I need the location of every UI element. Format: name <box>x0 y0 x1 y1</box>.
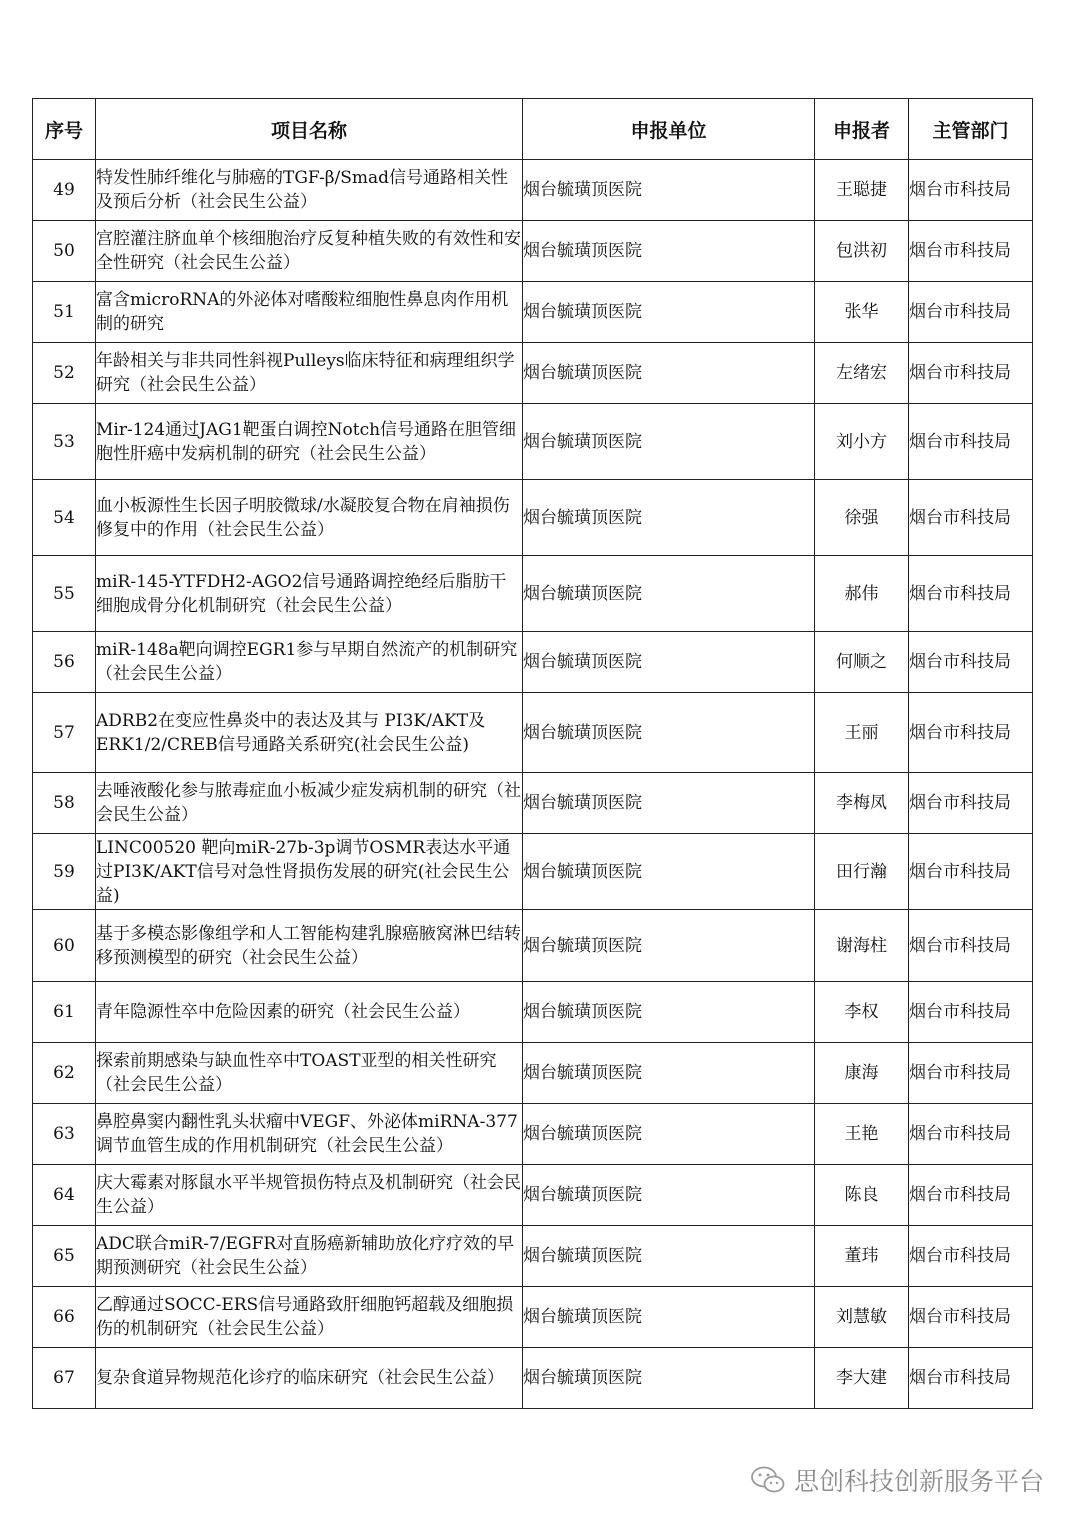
row-applicant: 何顺之 <box>815 632 909 693</box>
row-project-name: ADC联合miR-7/EGFR对直肠癌新辅助放化疗疗效的早期预测研究（社会民生公益） <box>96 1226 523 1287</box>
row-applicant: 田行瀚 <box>815 834 909 910</box>
row-applicant: 王聪捷 <box>815 160 909 221</box>
row-index: 63 <box>33 1104 96 1165</box>
row-index: 49 <box>33 160 96 221</box>
row-department: 烟台市科技局 <box>909 632 1033 693</box>
row-department: 烟台市科技局 <box>909 773 1033 834</box>
row-organization: 烟台毓璜顶医院 <box>523 404 815 480</box>
table-row <box>33 910 1033 982</box>
row-organization: 烟台毓璜顶医院 <box>523 221 815 282</box>
row-project-name: 血小板源性生长因子明胶微球/水凝胶复合物在肩袖损伤修复中的作用（社会民生公益） <box>96 480 523 556</box>
header-index: 序号 <box>33 99 96 160</box>
row-index: 65 <box>33 1226 96 1287</box>
table-row <box>33 1348 1033 1409</box>
row-applicant: 董玮 <box>815 1226 909 1287</box>
row-project-name: 庆大霉素对豚鼠水平半规管损伤特点及机制研究（社会民生公益） <box>96 1165 523 1226</box>
row-department: 烟台市科技局 <box>909 693 1033 773</box>
row-index: 62 <box>33 1043 96 1104</box>
table-row <box>33 343 1033 404</box>
table-body <box>33 160 1033 1409</box>
row-project-name: 特发性肺纤维化与肺癌的TGF-β/Smad信号通路相关性及预后分析（社会民生公益） <box>96 160 523 221</box>
row-index: 50 <box>33 221 96 282</box>
row-project-name: 富含microRNA的外泌体对嗜酸粒细胞性鼻息肉作用机制的研究 <box>96 282 523 343</box>
project-table <box>32 98 1033 1409</box>
row-organization: 烟台毓璜顶医院 <box>523 1287 815 1348</box>
row-project-name: 复杂食道异物规范化诊疗的临床研究（社会民生公益） <box>96 1348 523 1409</box>
watermark-text: 思创科技创新服务平台 <box>793 1467 1044 1496</box>
row-department: 烟台市科技局 <box>909 404 1033 480</box>
row-organization: 烟台毓璜顶医院 <box>523 632 815 693</box>
row-applicant: 王艳 <box>815 1104 909 1165</box>
row-organization: 烟台毓璜顶医院 <box>523 1165 815 1226</box>
row-project-name: 青年隐源性卒中危险因素的研究（社会民生公益） <box>96 982 523 1043</box>
header-organization: 申报单位 <box>523 99 815 160</box>
table-row <box>33 480 1033 556</box>
table-row <box>33 1287 1033 1348</box>
row-department: 烟台市科技局 <box>909 282 1033 343</box>
row-project-name: 探索前期感染与缺血性卒中TOAST亚型的相关性研究（社会民生公益） <box>96 1043 523 1104</box>
table-row <box>33 982 1033 1043</box>
row-applicant: 李梅凤 <box>815 773 909 834</box>
row-organization: 烟台毓璜顶医院 <box>523 556 815 632</box>
row-index: 51 <box>33 282 96 343</box>
row-applicant: 左绪宏 <box>815 343 909 404</box>
row-organization: 烟台毓璜顶医院 <box>523 160 815 221</box>
table-row <box>33 160 1033 221</box>
row-organization: 烟台毓璜顶医院 <box>523 910 815 982</box>
table-row <box>33 282 1033 343</box>
wechat-icon <box>750 1465 786 1495</box>
table-row <box>33 221 1033 282</box>
row-applicant: 李权 <box>815 982 909 1043</box>
table-row <box>33 1104 1033 1165</box>
row-project-name: LINC00520 靶向miR-27b-3p调节OSMR表达水平通过PI3K/AKT信号对急性肾损伤发展的研究(社会民生公益) <box>96 834 523 910</box>
row-applicant: 谢海柱 <box>815 910 909 982</box>
table-header-row <box>33 99 1033 160</box>
header-department: 主管部门 <box>909 99 1033 160</box>
table-row <box>33 556 1033 632</box>
row-organization: 烟台毓璜顶医院 <box>523 982 815 1043</box>
row-index: 58 <box>33 773 96 834</box>
row-index: 64 <box>33 1165 96 1226</box>
row-index: 54 <box>33 480 96 556</box>
row-applicant: 王丽 <box>815 693 909 773</box>
row-applicant: 康海 <box>815 1043 909 1104</box>
row-project-name: miR-145-YTFDH2-AGO2信号通路调控绝经后脂肪干细胞成骨分化机制研究（社会民生公益） <box>96 556 523 632</box>
row-index: 53 <box>33 404 96 480</box>
row-index: 61 <box>33 982 96 1043</box>
row-department: 烟台市科技局 <box>909 160 1033 221</box>
row-project-name: 去唾液酸化参与脓毒症血小板减少症发病机制的研究（社会民生公益） <box>96 773 523 834</box>
row-index: 59 <box>33 834 96 910</box>
row-organization: 烟台毓璜顶医院 <box>523 834 815 910</box>
watermark <box>750 1462 1044 1498</box>
row-applicant: 刘慧敏 <box>815 1287 909 1348</box>
table-row <box>33 1226 1033 1287</box>
row-organization: 烟台毓璜顶医院 <box>523 1348 815 1409</box>
row-project-name: 鼻腔鼻窦内翻性乳头状瘤中VEGF、外泌体miRNA-377调节血管生成的作用机制研究（社会民生公益） <box>96 1104 523 1165</box>
row-organization: 烟台毓璜顶医院 <box>523 282 815 343</box>
row-applicant: 张华 <box>815 282 909 343</box>
row-organization: 烟台毓璜顶医院 <box>523 1104 815 1165</box>
row-department: 烟台市科技局 <box>909 1348 1033 1409</box>
row-department: 烟台市科技局 <box>909 221 1033 282</box>
table-row <box>33 1043 1033 1104</box>
row-department: 烟台市科技局 <box>909 834 1033 910</box>
row-applicant: 郝伟 <box>815 556 909 632</box>
row-organization: 烟台毓璜顶医院 <box>523 480 815 556</box>
row-department: 烟台市科技局 <box>909 1165 1033 1226</box>
table-row <box>33 404 1033 480</box>
row-project-name: 基于多模态影像组学和人工智能构建乳腺癌腋窝淋巴结转移预测模型的研究（社会民生公益） <box>96 910 523 982</box>
row-project-name: Mir-124通过JAG1靶蛋白调控Notch信号通路在胆管细胞性肝癌中发病机制的研究（社会民生公益） <box>96 404 523 480</box>
row-department: 烟台市科技局 <box>909 1287 1033 1348</box>
row-applicant: 徐强 <box>815 480 909 556</box>
table-row <box>33 773 1033 834</box>
row-department: 烟台市科技局 <box>909 343 1033 404</box>
row-applicant: 李大建 <box>815 1348 909 1409</box>
table-row <box>33 693 1033 773</box>
header-applicant: 申报者 <box>815 99 909 160</box>
row-index: 57 <box>33 693 96 773</box>
row-project-name: ADRB2在变应性鼻炎中的表达及其与 PI3K/AKT及ERK1/2/CREB信号通路关系研究(社会民生公益) <box>96 693 523 773</box>
row-organization: 烟台毓璜顶医院 <box>523 1043 815 1104</box>
row-project-name: 宫腔灌注脐血单个核细胞治疗反复种植失败的有效性和安全性研究（社会民生公益） <box>96 221 523 282</box>
row-organization: 烟台毓璜顶医院 <box>523 1226 815 1287</box>
row-project-name: 年龄相关与非共同性斜视Pulleys临床特征和病理组织学研究（社会民生公益） <box>96 343 523 404</box>
row-applicant: 陈良 <box>815 1165 909 1226</box>
row-index: 56 <box>33 632 96 693</box>
row-department: 烟台市科技局 <box>909 556 1033 632</box>
row-applicant: 包洪初 <box>815 221 909 282</box>
header-project-name: 项目名称 <box>96 99 523 160</box>
row-organization: 烟台毓璜顶医院 <box>523 343 815 404</box>
table-row <box>33 834 1033 910</box>
row-department: 烟台市科技局 <box>909 480 1033 556</box>
row-project-name: 乙醇通过SOCC-ERS信号通路致肝细胞钙超载及细胞损伤的机制研究（社会民生公益） <box>96 1287 523 1348</box>
row-department: 烟台市科技局 <box>909 910 1033 982</box>
table-row <box>33 1165 1033 1226</box>
row-index: 60 <box>33 910 96 982</box>
row-organization: 烟台毓璜顶医院 <box>523 773 815 834</box>
row-department: 烟台市科技局 <box>909 1226 1033 1287</box>
row-applicant: 刘小方 <box>815 404 909 480</box>
row-index: 55 <box>33 556 96 632</box>
row-department: 烟台市科技局 <box>909 982 1033 1043</box>
row-department: 烟台市科技局 <box>909 1043 1033 1104</box>
row-index: 52 <box>33 343 96 404</box>
row-project-name: miR-148a靶向调控EGR1参与早期自然流产的机制研究（社会民生公益） <box>96 632 523 693</box>
row-department: 烟台市科技局 <box>909 1104 1033 1165</box>
row-organization: 烟台毓璜顶医院 <box>523 693 815 773</box>
row-index: 66 <box>33 1287 96 1348</box>
table-row <box>33 632 1033 693</box>
row-index: 67 <box>33 1348 96 1409</box>
